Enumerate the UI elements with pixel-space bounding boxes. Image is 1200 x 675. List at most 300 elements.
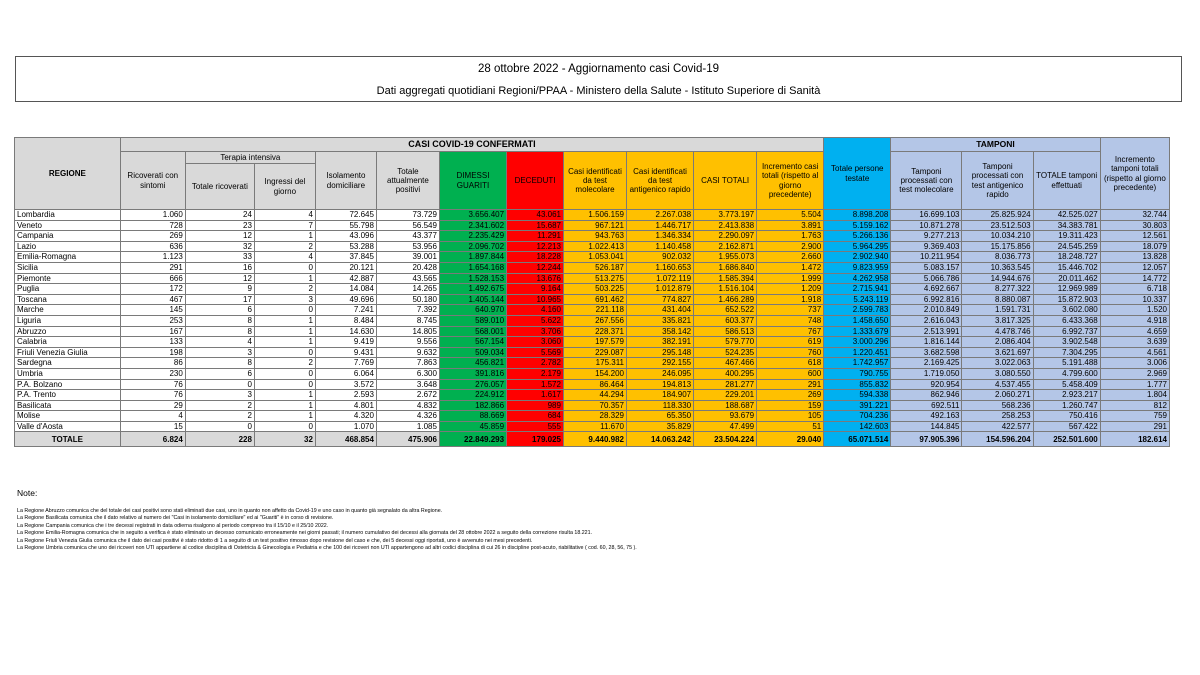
cell-ricoverati: 172 — [120, 284, 185, 295]
cell-incremento-casi: 51 — [757, 421, 824, 432]
cell-totale-ricoverati: 3 — [185, 347, 254, 358]
cell-casi-totali: 2.162.871 — [694, 241, 757, 252]
cell-tamponi-totale: 15.446.702 — [1033, 262, 1100, 273]
header-deceduti: DECEDUTI — [507, 152, 564, 210]
cell-totale-positivi: 4.326 — [376, 411, 439, 422]
cell-tamponi-totale: 5.191.488 — [1033, 358, 1100, 369]
cell-totale-ricoverati: 9 — [185, 284, 254, 295]
cell-region-name: Umbria — [15, 368, 121, 379]
cell-casi-molecolare: 175.311 — [563, 358, 626, 369]
cell-tamponi-antigenico: 15.175.856 — [962, 241, 1033, 252]
header-tamponi-antigenico: Tamponi processati con test antigenico rapido — [962, 152, 1033, 210]
cell-persone-testate: 8.898.208 — [824, 210, 891, 221]
cell-casi-antigenico: 358.142 — [627, 326, 694, 337]
table-row — [15, 411, 1170, 422]
table-row — [15, 337, 1170, 348]
cell-dimessi: 224.912 — [439, 390, 506, 401]
header-casi-totali: CASI TOTALI — [694, 152, 757, 210]
cell-tamponi-molecolare: 2.616.043 — [891, 315, 962, 326]
cell-ricoverati: 4 — [120, 411, 185, 422]
cell-totale-positivi: 53.956 — [376, 241, 439, 252]
cell-tamponi-antigenico: 3.022.063 — [962, 358, 1033, 369]
cell-casi-molecolare: 1.022.413 — [563, 241, 626, 252]
cell-casi-molecolare: 267.556 — [563, 315, 626, 326]
cell-casi-molecolare: 1.053.041 — [563, 252, 626, 263]
cell-dimessi: 456.821 — [439, 358, 506, 369]
cell-persone-testate: 142.603 — [824, 421, 891, 432]
cell-ricoverati: 133 — [120, 337, 185, 348]
cell-casi-totali: 1.466.289 — [694, 294, 757, 305]
cell-tamponi-antigenico: 3.080.550 — [962, 368, 1033, 379]
cell-deceduti: 18.228 — [507, 252, 564, 263]
cell-dimessi: 567.154 — [439, 337, 506, 348]
cell-totale-ricoverati: 12 — [185, 273, 254, 284]
cell-deceduti: 4.160 — [507, 305, 564, 316]
cell-region-name: Liguria — [15, 315, 121, 326]
cell-deceduti: 5.569 — [507, 347, 564, 358]
cell-dimessi: 568.001 — [439, 326, 506, 337]
cell-totale-positivi: 43.565 — [376, 273, 439, 284]
cell-incremento-casi: 619 — [757, 337, 824, 348]
cell-totale-ricoverati: 8 — [185, 326, 254, 337]
cell-tamponi-totale: 3.602.080 — [1033, 305, 1100, 316]
cell-isolamento: 3.572 — [315, 379, 376, 390]
cell-tamponi-totale: 750.416 — [1033, 411, 1100, 422]
title-box — [15, 56, 1182, 102]
cell-persone-testate: 2.715.941 — [824, 284, 891, 295]
cell-deceduti: 9.164 — [507, 284, 564, 295]
cell-ingressi: 0 — [254, 368, 315, 379]
cell-ingressi: 1 — [254, 315, 315, 326]
cell-persone-testate: 1.333.679 — [824, 326, 891, 337]
cell-casi-molecolare: 228.371 — [563, 326, 626, 337]
cell-isolamento: 7.769 — [315, 358, 376, 369]
cell-deceduti: 1.617 — [507, 390, 564, 401]
cell-ingressi: 1 — [254, 390, 315, 401]
cell-casi-antigenico: 65.350 — [627, 411, 694, 422]
note-item: La Regione Campania comunica che i tre decessi registrati in data odierna risalgono al periodo compreso tra il 15/10 e il 25/10 2022. — [17, 522, 329, 529]
table-row — [15, 421, 1170, 432]
cell-region-name: Sardegna — [15, 358, 121, 369]
cell-casi-antigenico: 1.140.458 — [627, 241, 694, 252]
cell-incremento-casi: 1.472 — [757, 262, 824, 273]
cell-casi-totali: 1.955.073 — [694, 252, 757, 263]
cell-isolamento: 2.593 — [315, 390, 376, 401]
table-row — [15, 273, 1170, 284]
cell-casi-totali: 603.377 — [694, 315, 757, 326]
cell-region-name: Marche — [15, 305, 121, 316]
cell-persone-testate: 704.236 — [824, 411, 891, 422]
cell-casi-molecolare: 513.275 — [563, 273, 626, 284]
total-casi-molecolare: 9.440.982 — [563, 432, 626, 447]
cell-region-name: P.A. Trento — [15, 390, 121, 401]
cell-deceduti: 2.782 — [507, 358, 564, 369]
cell-ricoverati: 86 — [120, 358, 185, 369]
cell-isolamento: 8.484 — [315, 315, 376, 326]
cell-tamponi-antigenico: 3.621.697 — [962, 347, 1033, 358]
cell-incremento-casi: 737 — [757, 305, 824, 316]
cell-deceduti: 15.687 — [507, 220, 564, 231]
cell-deceduti: 11.291 — [507, 231, 564, 242]
cell-dimessi: 276.057 — [439, 379, 506, 390]
cell-casi-totali: 2.413.838 — [694, 220, 757, 231]
cell-totale-ricoverati: 2 — [185, 400, 254, 411]
cell-tamponi-totale: 20.011.462 — [1033, 273, 1100, 284]
header-incremento-casi: Incremento casi totali (rispetto al giorno precedente) — [757, 152, 824, 210]
header-totale-ricoverati: Totale ricoverati — [185, 164, 254, 210]
cell-tamponi-antigenico: 14.944.676 — [962, 273, 1033, 284]
cell-totale-ricoverati: 4 — [185, 337, 254, 348]
cell-dimessi: 182.866 — [439, 400, 506, 411]
cell-ingressi: 0 — [254, 379, 315, 390]
cell-casi-antigenico: 1.012.879 — [627, 284, 694, 295]
cell-deceduti: 12.213 — [507, 241, 564, 252]
cell-incremento-casi: 5.504 — [757, 210, 824, 221]
cell-isolamento: 53.288 — [315, 241, 376, 252]
cell-totale-positivi: 2.672 — [376, 390, 439, 401]
total-incremento-tamponi: 182.614 — [1100, 432, 1169, 447]
table-row — [15, 358, 1170, 369]
table-row — [15, 231, 1170, 242]
cell-persone-testate: 9.823.959 — [824, 262, 891, 273]
cell-persone-testate: 5.159.162 — [824, 220, 891, 231]
cell-tamponi-totale: 19.311.423 — [1033, 231, 1100, 242]
total-incremento-casi: 29.040 — [757, 432, 824, 447]
cell-totale-positivi: 56.549 — [376, 220, 439, 231]
cell-dimessi: 1.654.168 — [439, 262, 506, 273]
cell-incremento-casi: 748 — [757, 315, 824, 326]
cell-isolamento: 55.798 — [315, 220, 376, 231]
cell-incremento-casi: 3.891 — [757, 220, 824, 231]
cell-tamponi-molecolare: 9.369.403 — [891, 241, 962, 252]
cell-incremento-tamponi: 14.772 — [1100, 273, 1169, 284]
cell-region-name: Toscana — [15, 294, 121, 305]
cell-ingressi: 1 — [254, 326, 315, 337]
cell-ricoverati: 291 — [120, 262, 185, 273]
page-title: 28 ottobre 2022 - Aggiornamento casi Covid-19 — [477, 63, 719, 75]
cell-ricoverati: 76 — [120, 390, 185, 401]
cell-casi-molecolare: 1.506.159 — [563, 210, 626, 221]
cell-tamponi-totale: 6.992.737 — [1033, 326, 1100, 337]
cell-ingressi: 1 — [254, 273, 315, 284]
cell-tamponi-totale: 34.383.781 — [1033, 220, 1100, 231]
cell-casi-totali: 400.295 — [694, 368, 757, 379]
cell-totale-ricoverati: 2 — [185, 411, 254, 422]
cell-totale-ricoverati: 0 — [185, 421, 254, 432]
cell-incremento-tamponi: 12.561 — [1100, 231, 1169, 242]
cell-casi-antigenico: 1.346.334 — [627, 231, 694, 242]
table-row — [15, 368, 1170, 379]
cell-incremento-tamponi: 13.828 — [1100, 252, 1169, 263]
cell-totale-positivi: 43.377 — [376, 231, 439, 242]
cell-ricoverati: 76 — [120, 379, 185, 390]
cell-deceduti: 13.676 — [507, 273, 564, 284]
cell-tamponi-antigenico: 8.036.773 — [962, 252, 1033, 263]
cell-dimessi: 1.405.144 — [439, 294, 506, 305]
total-region-name: TOTALE — [15, 432, 121, 447]
table-row — [15, 262, 1170, 273]
cell-tamponi-molecolare: 6.992.816 — [891, 294, 962, 305]
cell-ingressi: 1 — [254, 231, 315, 242]
cell-tamponi-antigenico: 2.086.404 — [962, 337, 1033, 348]
cell-persone-testate: 5.964.295 — [824, 241, 891, 252]
cell-totale-positivi: 6.300 — [376, 368, 439, 379]
cell-incremento-casi: 105 — [757, 411, 824, 422]
cell-ricoverati: 1.060 — [120, 210, 185, 221]
cell-region-name: Lombardia — [15, 210, 121, 221]
cell-tamponi-totale: 5.458.409 — [1033, 379, 1100, 390]
cell-dimessi: 1.528.153 — [439, 273, 506, 284]
cell-totale-positivi: 14.265 — [376, 284, 439, 295]
cell-casi-totali: 467.466 — [694, 358, 757, 369]
cell-incremento-tamponi: 1.804 — [1100, 390, 1169, 401]
cell-tamponi-antigenico: 1.591.731 — [962, 305, 1033, 316]
cell-region-name: Sicilia — [15, 262, 121, 273]
cell-ingressi: 7 — [254, 220, 315, 231]
cell-isolamento: 14.630 — [315, 326, 376, 337]
cell-isolamento: 72.645 — [315, 210, 376, 221]
cell-casi-antigenico: 35.829 — [627, 421, 694, 432]
cell-incremento-tamponi: 291 — [1100, 421, 1169, 432]
cell-ricoverati: 167 — [120, 326, 185, 337]
cell-totale-ricoverati: 17 — [185, 294, 254, 305]
table-row — [15, 284, 1170, 295]
cell-tamponi-molecolare: 5.066.786 — [891, 273, 962, 284]
total-totale-positivi: 475.906 — [376, 432, 439, 447]
cell-isolamento: 9.419 — [315, 337, 376, 348]
cell-casi-totali: 652.522 — [694, 305, 757, 316]
cell-tamponi-totale: 42.525.027 — [1033, 210, 1100, 221]
cell-incremento-casi: 1.209 — [757, 284, 824, 295]
cell-casi-antigenico: 335.821 — [627, 315, 694, 326]
cell-isolamento: 4.320 — [315, 411, 376, 422]
cell-dimessi: 509.034 — [439, 347, 506, 358]
cell-casi-molecolare: 967.121 — [563, 220, 626, 231]
cell-totale-ricoverati: 12 — [185, 231, 254, 242]
cell-ricoverati: 728 — [120, 220, 185, 231]
total-tamponi-antigenico: 154.596.204 — [962, 432, 1033, 447]
cell-ingressi: 3 — [254, 294, 315, 305]
cell-casi-molecolare: 154.200 — [563, 368, 626, 379]
cell-casi-antigenico: 902.032 — [627, 252, 694, 263]
cell-tamponi-totale: 12.969.989 — [1033, 284, 1100, 295]
cell-totale-ricoverati: 8 — [185, 358, 254, 369]
cell-tamponi-totale: 4.799.600 — [1033, 368, 1100, 379]
cell-casi-totali: 1.585.394 — [694, 273, 757, 284]
cell-region-name: Calabria — [15, 337, 121, 348]
cell-region-name: P.A. Bolzano — [15, 379, 121, 390]
cell-incremento-tamponi: 4.918 — [1100, 315, 1169, 326]
cell-casi-antigenico: 431.404 — [627, 305, 694, 316]
cell-tamponi-molecolare: 10.871.278 — [891, 220, 962, 231]
cell-totale-positivi: 1.085 — [376, 421, 439, 432]
cell-tamponi-totale: 3.902.548 — [1033, 337, 1100, 348]
cell-deceduti: 2.179 — [507, 368, 564, 379]
cell-persone-testate: 2.902.940 — [824, 252, 891, 263]
cell-totale-ricoverati: 3 — [185, 390, 254, 401]
cell-incremento-tamponi: 812 — [1100, 400, 1169, 411]
cell-ingressi: 4 — [254, 210, 315, 221]
cell-persone-testate: 3.000.296 — [824, 337, 891, 348]
cell-ingressi: 2 — [254, 284, 315, 295]
cell-deceduti: 555 — [507, 421, 564, 432]
cell-tamponi-totale: 1.260.747 — [1033, 400, 1100, 411]
cell-casi-molecolare: 70.357 — [563, 400, 626, 411]
header-isolamento: Isolamento domiciliare — [315, 152, 376, 210]
cell-persone-testate: 855.832 — [824, 379, 891, 390]
total-ricoverati: 6.824 — [120, 432, 185, 447]
cell-persone-testate: 594.338 — [824, 390, 891, 401]
cell-casi-antigenico: 1.072.119 — [627, 273, 694, 284]
cell-incremento-casi: 1.999 — [757, 273, 824, 284]
cell-tamponi-totale: 18.248.727 — [1033, 252, 1100, 263]
cell-deceduti: 3.706 — [507, 326, 564, 337]
table-row — [15, 220, 1170, 231]
cell-casi-antigenico: 118.330 — [627, 400, 694, 411]
cell-casi-molecolare: 28.329 — [563, 411, 626, 422]
cell-tamponi-molecolare: 1.719.050 — [891, 368, 962, 379]
cell-tamponi-antigenico: 10.034.210 — [962, 231, 1033, 242]
cell-casi-antigenico: 382.191 — [627, 337, 694, 348]
cell-incremento-tamponi: 30.803 — [1100, 220, 1169, 231]
cell-totale-positivi: 14.805 — [376, 326, 439, 337]
cell-region-name: Piemonte — [15, 273, 121, 284]
cell-region-name: Emilia-Romagna — [15, 252, 121, 263]
cell-deceduti: 43.061 — [507, 210, 564, 221]
cell-casi-totali: 229.201 — [694, 390, 757, 401]
cell-ingressi: 0 — [254, 262, 315, 273]
cell-tamponi-antigenico: 258.253 — [962, 411, 1033, 422]
cell-deceduti: 684 — [507, 411, 564, 422]
header-totale-positivi: Totale attualmente positivi — [376, 152, 439, 210]
cell-tamponi-antigenico: 4.537.455 — [962, 379, 1033, 390]
cell-incremento-tamponi: 12.057 — [1100, 262, 1169, 273]
cell-tamponi-antigenico: 3.817.325 — [962, 315, 1033, 326]
cell-tamponi-molecolare: 144.845 — [891, 421, 962, 432]
cell-tamponi-antigenico: 8.880.087 — [962, 294, 1033, 305]
cell-casi-antigenico: 292.155 — [627, 358, 694, 369]
cell-casi-molecolare: 11.670 — [563, 421, 626, 432]
cell-tamponi-totale: 7.304.295 — [1033, 347, 1100, 358]
cell-casi-antigenico: 295.148 — [627, 347, 694, 358]
cell-tamponi-antigenico: 23.512.503 — [962, 220, 1033, 231]
cell-dimessi: 1.492.675 — [439, 284, 506, 295]
total-isolamento: 468.854 — [315, 432, 376, 447]
table-row — [15, 241, 1170, 252]
cell-tamponi-molecolare: 9.277.213 — [891, 231, 962, 242]
cell-isolamento: 6.064 — [315, 368, 376, 379]
cell-tamponi-molecolare: 5.083.157 — [891, 262, 962, 273]
cell-incremento-tamponi: 4.561 — [1100, 347, 1169, 358]
cell-totale-positivi: 20.428 — [376, 262, 439, 273]
cell-casi-totali: 1.686.840 — [694, 262, 757, 273]
cell-isolamento: 49.696 — [315, 294, 376, 305]
cell-dimessi: 2.235.429 — [439, 231, 506, 242]
cell-casi-molecolare: 197.579 — [563, 337, 626, 348]
cell-dimessi: 45.859 — [439, 421, 506, 432]
cell-tamponi-molecolare: 4.692.667 — [891, 284, 962, 295]
cell-tamponi-molecolare: 862.946 — [891, 390, 962, 401]
cell-totale-positivi: 73.729 — [376, 210, 439, 221]
cell-incremento-tamponi: 32.744 — [1100, 210, 1169, 221]
cell-tamponi-totale: 24.545.259 — [1033, 241, 1100, 252]
cell-ricoverati: 29 — [120, 400, 185, 411]
cell-isolamento: 43.096 — [315, 231, 376, 242]
cell-tamponi-totale: 15.872.903 — [1033, 294, 1100, 305]
cell-tamponi-antigenico: 25.825.924 — [962, 210, 1033, 221]
cell-incremento-tamponi: 10.337 — [1100, 294, 1169, 305]
cell-tamponi-molecolare: 920.954 — [891, 379, 962, 390]
table-row — [15, 326, 1170, 337]
header-casi-confermati: CASI COVID-19 CONFERMATI — [120, 138, 823, 152]
table-row — [15, 294, 1170, 305]
cell-deceduti: 1.572 — [507, 379, 564, 390]
cell-isolamento: 37.845 — [315, 252, 376, 263]
cell-isolamento: 4.801 — [315, 400, 376, 411]
cell-persone-testate: 1.742.957 — [824, 358, 891, 369]
cell-dimessi: 2.341.602 — [439, 220, 506, 231]
total-tamponi-molecolare: 97.905.396 — [891, 432, 962, 447]
cell-ricoverati: 269 — [120, 231, 185, 242]
cell-totale-positivi: 7.863 — [376, 358, 439, 369]
cell-incremento-casi: 767 — [757, 326, 824, 337]
cell-ricoverati: 636 — [120, 241, 185, 252]
cell-ingressi: 0 — [254, 421, 315, 432]
table-row — [15, 315, 1170, 326]
cell-totale-positivi: 7.392 — [376, 305, 439, 316]
cell-ingressi: 0 — [254, 305, 315, 316]
note-item: La Regione Friuli Venezia Giulia comunica che il dato dei casi positivi è stato ridotto di 1 a seguito di un test positivo rimosso dopo revisione del caso e che, dei 5 decessi oggi riportati, uno è avvenuto nei mesi precedenti. — [17, 537, 533, 544]
cell-deceduti: 12.244 — [507, 262, 564, 273]
cell-casi-molecolare: 691.462 — [563, 294, 626, 305]
cell-dimessi: 88.669 — [439, 411, 506, 422]
cell-totale-ricoverati: 24 — [185, 210, 254, 221]
table-row — [15, 347, 1170, 358]
cell-region-name: Puglia — [15, 284, 121, 295]
header-regione: REGIONE — [15, 138, 121, 210]
cell-totale-positivi: 3.648 — [376, 379, 439, 390]
cell-casi-totali: 1.516.104 — [694, 284, 757, 295]
cell-deceduti: 989 — [507, 400, 564, 411]
header-tamponi: TAMPONI — [891, 138, 1100, 152]
cell-persone-testate: 4.262.958 — [824, 273, 891, 284]
cell-ricoverati: 467 — [120, 294, 185, 305]
cell-incremento-tamponi: 2.969 — [1100, 368, 1169, 379]
header-persone-testate: Totale persone testate — [824, 138, 891, 210]
cell-totale-ricoverati: 16 — [185, 262, 254, 273]
header-tamponi-totale: TOTALE tamponi effettuati — [1033, 152, 1100, 210]
cell-casi-molecolare: 503.225 — [563, 284, 626, 295]
header-casi-molecolare: Casi identificati da test molecolare — [563, 152, 626, 210]
cell-region-name: Abruzzo — [15, 326, 121, 337]
cell-persone-testate: 1.220.451 — [824, 347, 891, 358]
cell-incremento-casi: 291 — [757, 379, 824, 390]
cell-tamponi-molecolare: 16.699.103 — [891, 210, 962, 221]
cell-tamponi-molecolare: 10.211.954 — [891, 252, 962, 263]
cell-region-name: Friuli Venezia Giulia — [15, 347, 121, 358]
cell-tamponi-molecolare: 692.511 — [891, 400, 962, 411]
cell-casi-totali: 93.679 — [694, 411, 757, 422]
cell-tamponi-totale: 567.422 — [1033, 421, 1100, 432]
cell-casi-antigenico: 246.095 — [627, 368, 694, 379]
notes-heading: Note: — [17, 488, 38, 498]
cell-persone-testate: 2.599.783 — [824, 305, 891, 316]
cell-casi-molecolare: 526.187 — [563, 262, 626, 273]
cell-casi-totali: 3.773.197 — [694, 210, 757, 221]
cell-deceduti: 10.965 — [507, 294, 564, 305]
cell-totale-positivi: 4.832 — [376, 400, 439, 411]
cell-casi-totali: 524.235 — [694, 347, 757, 358]
